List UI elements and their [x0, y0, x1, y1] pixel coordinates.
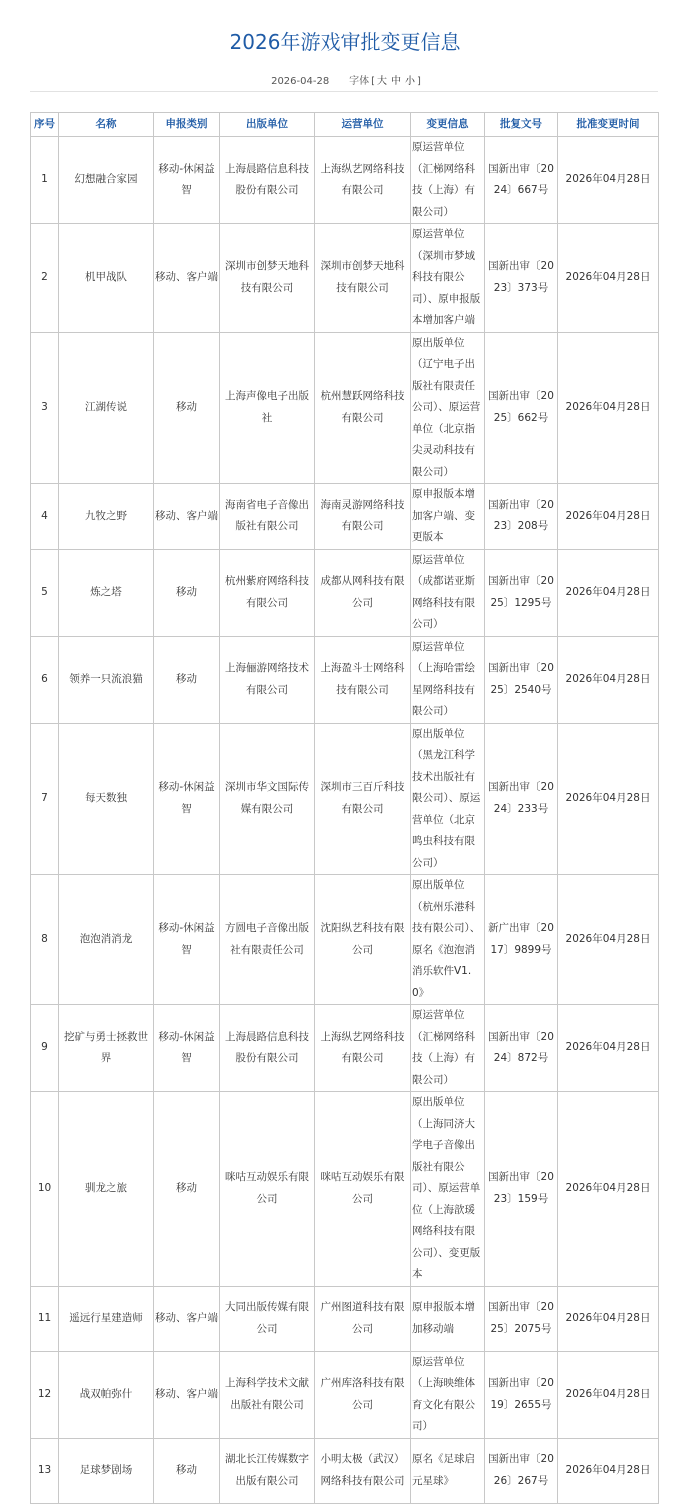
cell-publisher: 上海声像电子出版社 [220, 332, 315, 484]
cell-name: 九牧之野 [59, 484, 154, 550]
cell-operator: 成都从网科技有限公司 [315, 549, 411, 636]
cell-index: 12 [31, 1351, 59, 1438]
table-row [31, 224, 659, 333]
cell-approval-no: 国新出审〔2023〕208号 [485, 484, 558, 550]
cell-approval-date: 2026年04月28日 [558, 1351, 659, 1438]
cell-approval-no: 国新出审〔2025〕2540号 [485, 636, 558, 723]
cell-change-info: 原运营单位（汇梯网络科技（上海）有限公司） [411, 137, 485, 224]
cell-publisher: 深圳市创梦天地科技有限公司 [220, 224, 315, 333]
cell-change-info: 原出版单位（辽宁电子出版社有限责任公司）、原运营单位（北京指尖灵动科技有限公司） [411, 332, 485, 484]
cell-operator: 咪咕互动娱乐有限公司 [315, 1092, 411, 1287]
cell-approval-no: 国新出审〔2024〕667号 [485, 137, 558, 224]
table-row [31, 549, 659, 636]
font-size-label: 字体 [349, 76, 370, 87]
header-col-change-info: 变更信息 [411, 113, 485, 137]
cell-approval-date: 2026年04月28日 [558, 332, 659, 484]
cell-approval-no: 国新出审〔2024〕872号 [485, 1005, 558, 1092]
cell-category: 移动、客户端 [154, 1351, 220, 1438]
cell-approval-date: 2026年04月28日 [558, 137, 659, 224]
cell-category: 移动 [154, 332, 220, 484]
article-meta: 2026-04-28 字体 [ 大 中 小 ] [271, 76, 421, 87]
page-title: 2026年游戏审批变更信息 [229, 30, 461, 54]
cell-index: 2 [31, 224, 59, 333]
cell-publisher: 上海晨路信息科技股份有限公司 [220, 137, 315, 224]
cell-category: 移动-休闲益智 [154, 723, 220, 875]
cell-index: 8 [31, 875, 59, 1005]
cell-approval-date: 2026年04月28日 [558, 875, 659, 1005]
cell-change-info: 原名《足球启元星球》 [411, 1438, 485, 1503]
cell-change-info: 原申报版本增加客户端、变更版本 [411, 484, 485, 550]
cell-index: 4 [31, 484, 59, 550]
cell-operator: 上海盈斗士网络科技有限公司 [315, 636, 411, 723]
table-row [31, 484, 659, 550]
cell-change-info: 原申报版本增加移动端 [411, 1286, 485, 1351]
cell-name: 遥远行星建造师 [59, 1286, 154, 1351]
cell-index: 6 [31, 636, 59, 723]
cell-approval-no: 新广出审〔2017〕9899号 [485, 875, 558, 1005]
font-size-medium[interactable]: 中 [391, 76, 402, 87]
cell-index: 9 [31, 1005, 59, 1092]
cell-index: 5 [31, 549, 59, 636]
font-size-small[interactable]: 小 [405, 76, 416, 87]
cell-category: 移动、客户端 [154, 224, 220, 333]
cell-name: 领养一只流浪猫 [59, 636, 154, 723]
cell-name: 炼之塔 [59, 549, 154, 636]
cell-publisher: 大同出版传媒有限公司 [220, 1286, 315, 1351]
cell-approval-date: 2026年04月28日 [558, 1092, 659, 1287]
table-row [31, 1351, 659, 1438]
header-col-approval-date: 批准变更时间 [558, 113, 659, 137]
cell-category: 移动-休闲益智 [154, 137, 220, 224]
cell-index: 10 [31, 1092, 59, 1287]
cell-change-info: 原出版单位（上海同济大学电子音像出版社有限公司）、原运营单位（上海歆瑗网络科技有限公司）、变更版本 [411, 1092, 485, 1287]
header-col-name: 名称 [59, 113, 154, 137]
table-row [31, 1438, 659, 1503]
cell-operator: 海南灵游网络科技有限公司 [315, 484, 411, 550]
cell-operator: 上海纵艺网络科技有限公司 [315, 1005, 411, 1092]
cell-name: 幻想融合家园 [59, 137, 154, 224]
table-row [31, 636, 659, 723]
cell-approval-date: 2026年04月28日 [558, 636, 659, 723]
cell-name: 驯龙之旅 [59, 1092, 154, 1287]
cell-operator: 广州库洛科技有限公司 [315, 1351, 411, 1438]
cell-category: 移动-休闲益智 [154, 1005, 220, 1092]
cell-index: 1 [31, 137, 59, 224]
cell-category: 移动 [154, 636, 220, 723]
cell-approval-no: 国新出审〔2025〕1295号 [485, 549, 558, 636]
table-row [31, 1092, 659, 1287]
cell-name: 江湖传说 [59, 332, 154, 484]
cell-operator: 沈阳纵艺科技有限公司 [315, 875, 411, 1005]
cell-name: 机甲战队 [59, 224, 154, 333]
cell-category: 移动、客户端 [154, 484, 220, 550]
table-row [31, 1286, 659, 1351]
cell-index: 7 [31, 723, 59, 875]
cell-category: 移动-休闲益智 [154, 875, 220, 1005]
cell-publisher: 上海俪游网络技术有限公司 [220, 636, 315, 723]
publish-date: 2026-04-28 [271, 76, 330, 87]
cell-approval-no: 国新出审〔2023〕159号 [485, 1092, 558, 1287]
cell-approval-date: 2026年04月28日 [558, 1286, 659, 1351]
header-col-operator: 运营单位 [315, 113, 411, 137]
table-row [31, 1005, 659, 1092]
cell-change-info: 原运营单位（成都诺亚斯网络科技有限公司） [411, 549, 485, 636]
cell-operator: 上海纵艺网络科技有限公司 [315, 137, 411, 224]
cell-approval-date: 2026年04月28日 [558, 1005, 659, 1092]
cell-category: 移动 [154, 549, 220, 636]
cell-category: 移动 [154, 1438, 220, 1503]
cell-operator: 小明太极（武汉）网络科技有限公司 [315, 1438, 411, 1503]
cell-index: 3 [31, 332, 59, 484]
cell-change-info: 原出版单位（杭州乐港科技有限公司）、原名《泡泡消消乐软件V1.0》 [411, 875, 485, 1005]
cell-operator: 广州图道科技有限公司 [315, 1286, 411, 1351]
cell-category: 移动、客户端 [154, 1286, 220, 1351]
cell-publisher: 方圆电子音像出版社有限责任公司 [220, 875, 315, 1005]
cell-change-info: 原出版单位（黑龙江科学技术出版社有限公司）、原运营单位（北京鸣虫科技有限公司） [411, 723, 485, 875]
header-col-approval-no: 批复文号 [485, 113, 558, 137]
cell-approval-date: 2026年04月28日 [558, 1438, 659, 1503]
cell-publisher: 上海晨路信息科技股份有限公司 [220, 1005, 315, 1092]
cell-publisher: 上海科学技术文献出版社有限公司 [220, 1351, 315, 1438]
cell-index: 11 [31, 1286, 59, 1351]
cell-name: 每天数独 [59, 723, 154, 875]
cell-approval-date: 2026年04月28日 [558, 484, 659, 550]
cell-approval-date: 2026年04月28日 [558, 723, 659, 875]
cell-publisher: 深圳市华文国际传媒有限公司 [220, 723, 315, 875]
cell-operator: 深圳市三百斤科技有限公司 [315, 723, 411, 875]
cell-change-info: 原运营单位（上海映维体育文化有限公司） [411, 1351, 485, 1438]
cell-change-info: 原运营单位（上海哈雷绘星网络科技有限公司） [411, 636, 485, 723]
cell-approval-no: 国新出审〔2024〕233号 [485, 723, 558, 875]
cell-publisher: 咪咕互动娱乐有限公司 [220, 1092, 315, 1287]
header-col-category: 申报类别 [154, 113, 220, 137]
cell-operator: 杭州慧跃网络科技有限公司 [315, 332, 411, 484]
table-row [31, 723, 659, 875]
cell-name: 挖矿与勇士拯救世界 [59, 1005, 154, 1092]
cell-approval-no: 国新出审〔2019〕2655号 [485, 1351, 558, 1438]
table-row [31, 875, 659, 1005]
cell-approval-no: 国新出审〔2025〕662号 [485, 332, 558, 484]
cell-name: 足球梦剧场 [59, 1438, 154, 1503]
cell-approval-date: 2026年04月28日 [558, 549, 659, 636]
approval-change-table [30, 112, 659, 1504]
header-col-publisher: 出版单位 [220, 113, 315, 137]
cell-approval-date: 2026年04月28日 [558, 224, 659, 333]
header-col-index: 序号 [31, 113, 59, 137]
cell-name: 战双帕弥什 [59, 1351, 154, 1438]
cell-publisher: 湖北长江传媒数字出版有限公司 [220, 1438, 315, 1503]
divider [30, 91, 658, 92]
cell-name: 泡泡消消龙 [59, 875, 154, 1005]
cell-publisher: 海南省电子音像出版社有限公司 [220, 484, 315, 550]
table-row [31, 137, 659, 224]
cell-approval-no: 国新出审〔2023〕373号 [485, 224, 558, 333]
cell-index: 13 [31, 1438, 59, 1503]
table-row [31, 332, 659, 484]
cell-operator: 深圳市创梦天地科技有限公司 [315, 224, 411, 333]
cell-change-info: 原运营单位（汇梯网络科技（上海）有限公司） [411, 1005, 485, 1092]
cell-approval-no: 国新出审〔2026〕267号 [485, 1438, 558, 1503]
cell-change-info: 原运营单位（深圳市梦域科技有限公司）、原申报版本增加客户端 [411, 224, 485, 333]
cell-approval-no: 国新出审〔2025〕2075号 [485, 1286, 558, 1351]
table-header [31, 113, 659, 137]
cell-publisher: 杭州紫府网络科技有限公司 [220, 549, 315, 636]
cell-category: 移动 [154, 1092, 220, 1287]
font-size-large[interactable]: 大 [377, 76, 388, 87]
